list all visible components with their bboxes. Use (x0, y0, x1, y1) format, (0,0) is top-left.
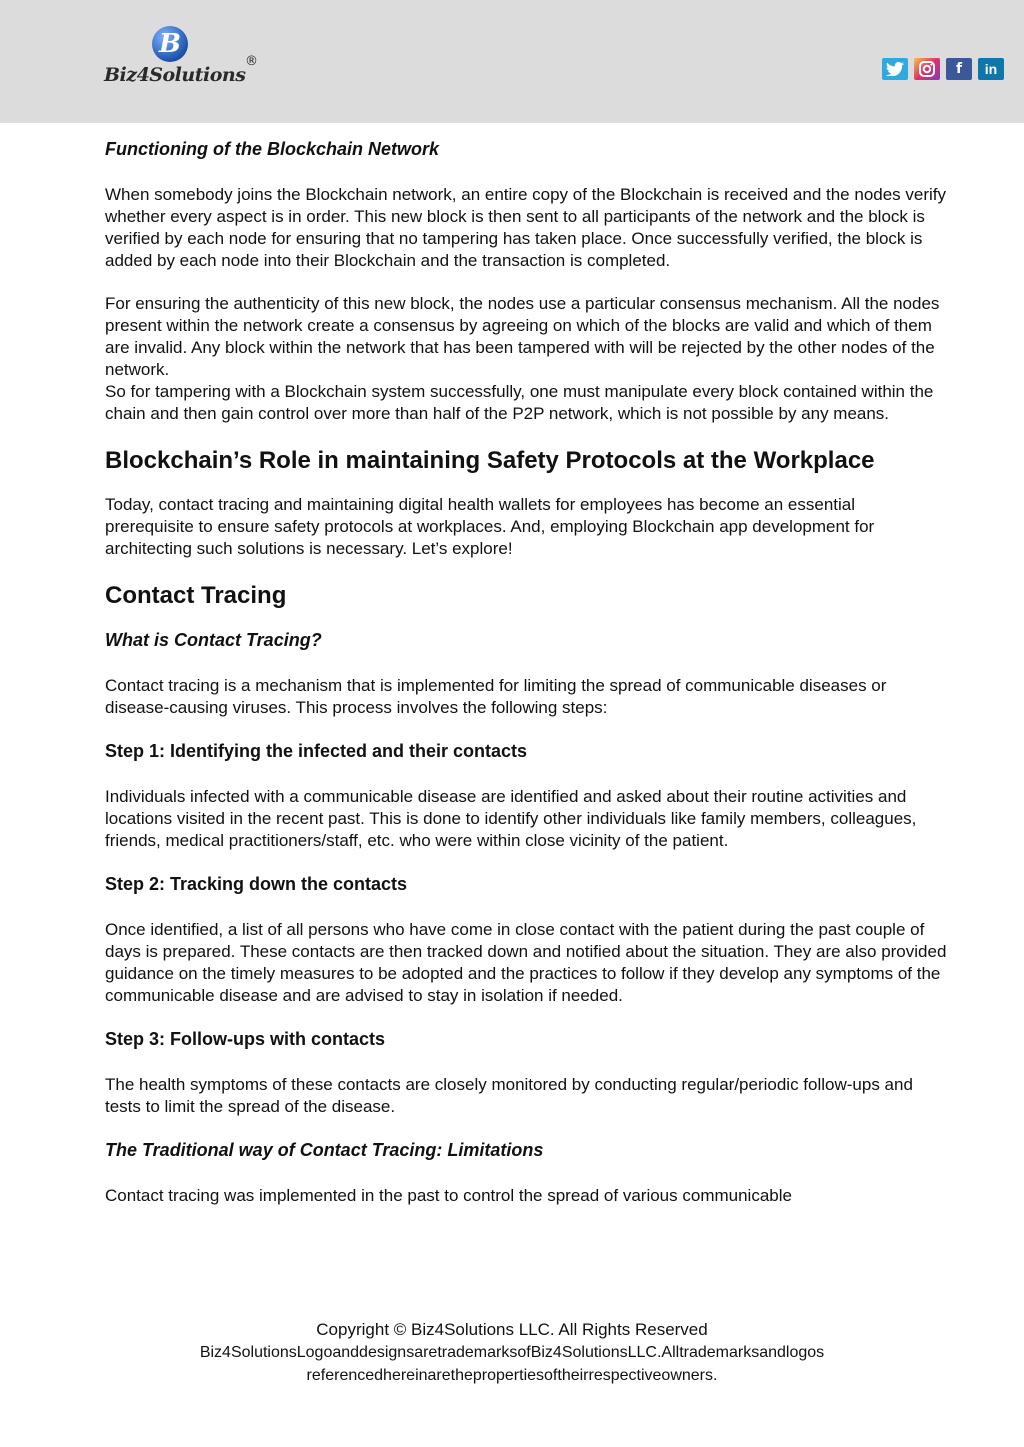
linkedin-icon[interactable]: in (978, 58, 1004, 80)
step-2-text: Once identified, a list of all persons who have come in close contact with the patient during the past couple of days is prepared. These contacts are then tracked down and notified about the situation. They are also provided guidance on the timely measures to be adopted and the practices to follow if they develop any symptoms of the communicable disease and are advised to stay in isolation if needed. (105, 920, 947, 1005)
page-footer (0, 1318, 1024, 1387)
heading-safety-protocols: Blockchain’s Role in maintaining Safety Protocols at the Workplace (105, 447, 875, 474)
company-logo[interactable] (104, 24, 264, 94)
step-3-title: Step 3: Follow-ups with contacts (105, 1029, 386, 1049)
heading-blockchain-network: Functioning of the Blockchain Network (105, 139, 440, 159)
heading-what-is-contact-tracing: What is Contact Tracing? (105, 630, 322, 650)
trademark-line-2: referencedhereinarethepropertiesoftheirrespectiveowners. (306, 1367, 718, 1384)
step-2-title: Step 2: Tracking down the contacts (105, 874, 408, 894)
logo-text: Biz4Solutions (104, 64, 246, 86)
paragraph-contact-tracing-def: Contact tracing is a mechanism that is implemented for limiting the spread of communicable diseases or disease-causing viruses. This process involves the following steps: (105, 676, 887, 717)
heading-contact-tracing: Contact Tracing (105, 582, 287, 609)
heading-traditional-limitations: The Traditional way of Contact Tracing: Limitations (105, 1140, 544, 1160)
paragraph-traditional: Contact tracing was implemented in the past to control the spread of various communicable (105, 1186, 792, 1205)
svg-text:B: B (159, 29, 181, 59)
facebook-icon[interactable]: f (946, 58, 972, 80)
page-header (0, 0, 1024, 123)
copyright-line: Copyright © Biz4Solutions LLC. All Rights Reserved (316, 1320, 708, 1339)
paragraph-consensus: For ensuring the authenticity of this new block, the nodes use a particular consensus mechanism. All the nodes present within the network create a consensus by agreeing on which of the blocks are valid and which of them are invalid. Any block within the network that has been tampered with will be rejected by the other nodes of the network. (105, 294, 940, 379)
biz4solutions-b-logo-icon (150, 24, 190, 64)
trademark-line-1: Biz4SolutionsLogoanddesignsaretrademarksofBiz4SolutionsLLC.Alltrademarksandlogos (199, 1344, 825, 1361)
step-1-text: Individuals infected with a communicable disease are identified and asked about their routine activities and locations visited in the recent past. This is done to identify other individuals like family members, colleagues, friends, medical practitioners/staff, etc. who were within close vicinity of the patient. (105, 787, 917, 850)
registered-mark: ® (245, 54, 258, 69)
step-1-title: Step 1: Identifying the infected and their contacts (105, 741, 528, 761)
instagram-icon[interactable] (914, 58, 940, 80)
paragraph-tampering: So for tampering with a Blockchain system successfully, one must manipulate every block contained within the chain and then gain control over more than half of the P2P network, which is not possible by any means. (105, 382, 934, 423)
social-links (882, 58, 1004, 80)
step-3-text: The health symptoms of these contacts are closely monitored by conducting regular/periodic follow-ups and tests to limit the spread of the disease. (105, 1075, 913, 1116)
paragraph-safety-intro: Today, contact tracing and maintaining digital health wallets for employees has become an essential prerequisite to ensure safety protocols at workplaces. And, employing Blockchain app development for architecting such solutions is necessary. Let’s explore! (105, 495, 875, 558)
paragraph-joining-network: When somebody joins the Blockchain network, an entire copy of the Blockchain is received and the nodes verify whether every aspect is in order. This new block is then sent to all participants of the network and the block is verified by each node for ensuring that no tampering has taken place. Once successfully verified, the block is added by each node into their Blockchain and the transaction is completed. (105, 185, 947, 270)
document-body (105, 138, 947, 1228)
twitter-icon[interactable] (882, 58, 908, 80)
